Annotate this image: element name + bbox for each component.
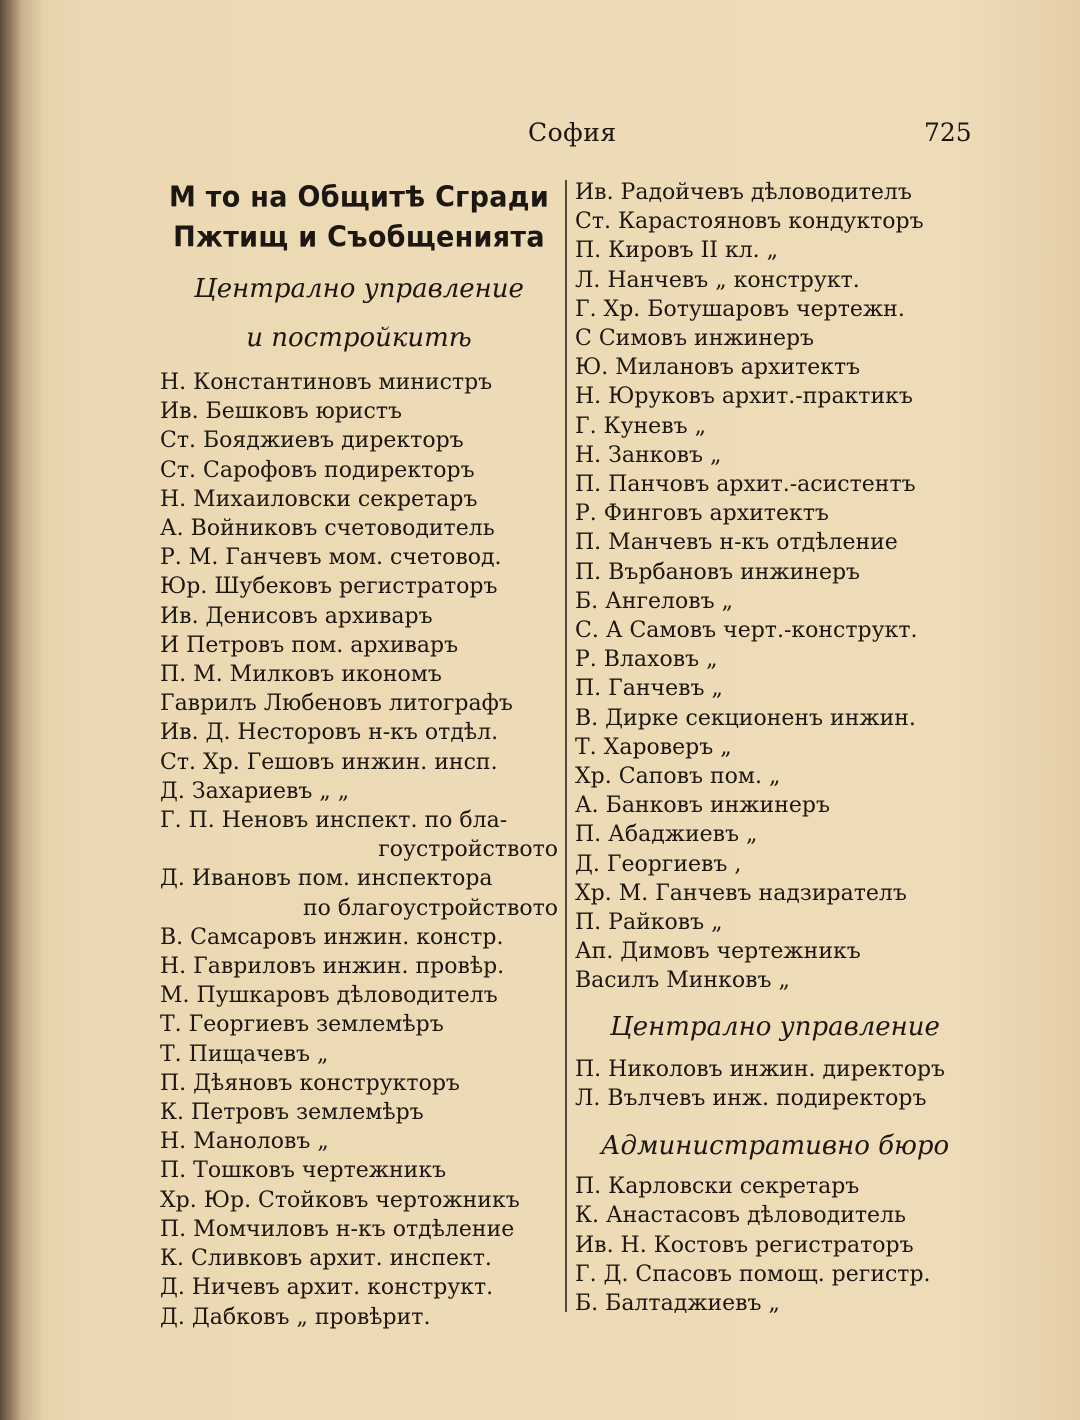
list-item: Василъ Минковъ „	[575, 968, 790, 994]
list-item: Т. Хароверъ „	[575, 734, 732, 760]
column-divider	[565, 180, 567, 1312]
list-item: Т. Пищачевъ „	[160, 1041, 329, 1067]
section-subheading	[160, 272, 558, 356]
central-management-subheading: Централно управление	[610, 1011, 940, 1042]
list-item: П. Абаджиевъ „	[575, 822, 758, 848]
list-item: Д. Георгиевъ ,	[575, 851, 742, 877]
list-item: Ив. Радойчевъ дѣловодителъ	[575, 180, 912, 205]
list-item: Ст. Сарофовъ подиректоръ	[160, 457, 475, 483]
list-item-continuation: гоустройството	[378, 837, 558, 863]
ministry-heading-line-2: Пжтищ и Съобщенията	[173, 221, 545, 254]
left-column	[160, 178, 558, 1332]
list-item: А. Банковъ инжинеръ	[575, 793, 830, 819]
list-item: К. Сливковъ архит. инспект.	[160, 1246, 492, 1272]
list-item: Л. Нанчевъ „ конструкт.	[575, 267, 860, 293]
list-item: Н. Юруковъ архит.-практикъ	[575, 384, 913, 410]
list-item: Д. Дабковъ „ провѣрит.	[160, 1304, 431, 1330]
list-item: Ст. Хр. Гешовъ инжин. инсп.	[160, 749, 498, 775]
list-item: С Симовъ инжинеръ	[575, 326, 815, 352]
list-item: Н. Гавриловъ инжин. провѣр.	[160, 954, 505, 980]
list-item: Хр. М. Ганчевъ надзирателъ	[575, 880, 907, 906]
list-item: Р. Влаховъ „	[575, 647, 718, 673]
list-item: К. Анастасовъ дѣловодитель	[575, 1203, 907, 1229]
list-item: С. А Самовъ черт.-конструкт.	[575, 618, 918, 644]
list-item: П. Момчиловъ н-къ отдѣление	[160, 1216, 515, 1242]
list-item: Хр. Юр. Стойковъ чертожникъ	[160, 1187, 520, 1213]
list-item: Д. Ивановъ пом. инспектора	[160, 866, 493, 892]
list-item: Ив. Н. Костовъ регистраторъ	[575, 1232, 914, 1258]
list-item: И Петровъ пом. архиваръ	[160, 632, 459, 658]
list-item: Ю. Милановъ архитектъ	[575, 355, 861, 381]
list-item: П. Райковъ „	[575, 910, 723, 936]
list-item: Б. Балтаджиевъ „	[575, 1290, 780, 1316]
list-item: П. Върбановъ инжинеръ	[575, 559, 861, 585]
list-item: П. Карловски секретаръ	[575, 1174, 860, 1200]
list-item: П. Панчовъ архит.-асистентъ	[575, 472, 916, 498]
list-item: Юр. Шубековъ регистраторъ	[160, 574, 498, 600]
subheading-line-1: Централно управление	[194, 274, 524, 304]
list-item: Л. Вълчевъ инж. подиректоръ	[575, 1085, 927, 1111]
page-header	[0, 118, 1080, 154]
list-item: Г. Хр. Ботушаровъ чертежн.	[575, 296, 905, 322]
list-item: Ив. Денисовъ архиваръ	[160, 603, 433, 629]
list-item: П. Тошковъ чертежникъ	[160, 1158, 447, 1184]
list-item: П. Манчевъ н-къ отдѣление	[575, 530, 898, 556]
admin-bureau-subheading: Административно бюро	[600, 1131, 950, 1162]
list-item: Р. М. Ганчевъ мом. счетовод.	[160, 545, 502, 571]
ministry-heading-line-1: М то на Общитѣ Сгради	[168, 181, 550, 214]
page-number: 725	[924, 118, 972, 147]
list-item: П. Кировъ II кл. „	[575, 238, 779, 264]
list-item: Ап. Димовъ чертежникъ	[575, 939, 861, 965]
list-item: Гаврилъ Любеновъ литографъ	[160, 691, 513, 717]
right-column	[575, 178, 975, 1318]
list-item: Р. Финговъ архитектъ	[575, 501, 829, 527]
list-item: Т. Георгиевъ землемѣръ	[160, 1012, 444, 1038]
right-entries-top	[575, 178, 975, 996]
list-item: А. Войниковъ счетоводитель	[160, 516, 495, 542]
list-item: Н. Михаиловски секретаръ	[160, 486, 478, 512]
running-title: София	[528, 118, 617, 147]
list-item: Н. Маноловъ „	[160, 1129, 329, 1155]
right-entries-central	[575, 1055, 975, 1113]
list-item: В. Дирке секционенъ инжин.	[575, 705, 916, 731]
list-item: Г. П. Неновъ инспект. по бла-	[160, 808, 508, 834]
subheading-line-2: и постройкитѣ	[246, 323, 472, 353]
list-item-continuation: по благоустройството	[303, 895, 558, 921]
list-item: К. Петровъ землемѣръ	[160, 1100, 424, 1126]
list-item: Г. Куневъ „	[575, 413, 706, 439]
list-item: П. М. Милковъ икономъ	[160, 662, 442, 688]
list-item: Хр. Саповъ пом. „	[575, 764, 781, 790]
list-item: Д. Ничевъ архит. конструкт.	[160, 1275, 494, 1301]
list-item: П. Николовъ инжин. директоръ	[575, 1056, 946, 1082]
list-item: Б. Ангеловъ „	[575, 588, 734, 614]
list-item: Г. Д. Спасовъ помощ. регистр.	[575, 1261, 931, 1287]
right-entries-admin	[575, 1172, 975, 1318]
list-item: М. Пушкаровъ дѣловодителъ	[160, 983, 498, 1009]
list-item: Д. Захариевъ „ „	[160, 778, 350, 804]
list-item: Ст. Бояджиевъ директоръ	[160, 428, 464, 454]
list-item: П. Ганчевъ „	[575, 676, 723, 702]
list-item: В. Самсаровъ инжин. констр.	[160, 924, 504, 950]
list-item: Н. Константиновъ министръ	[160, 370, 493, 395]
list-item: Ив. Д. Несторовъ н-къ отдѣл.	[160, 720, 499, 746]
list-item: Ст. Карастояновъ кондукторъ	[575, 209, 924, 235]
list-item: Ив. Бешковъ юристъ	[160, 399, 402, 425]
list-item: П. Дѣяновъ конструкторъ	[160, 1070, 460, 1096]
list-item: Н. Занковъ „	[575, 442, 722, 468]
left-entries-list	[160, 368, 558, 1332]
